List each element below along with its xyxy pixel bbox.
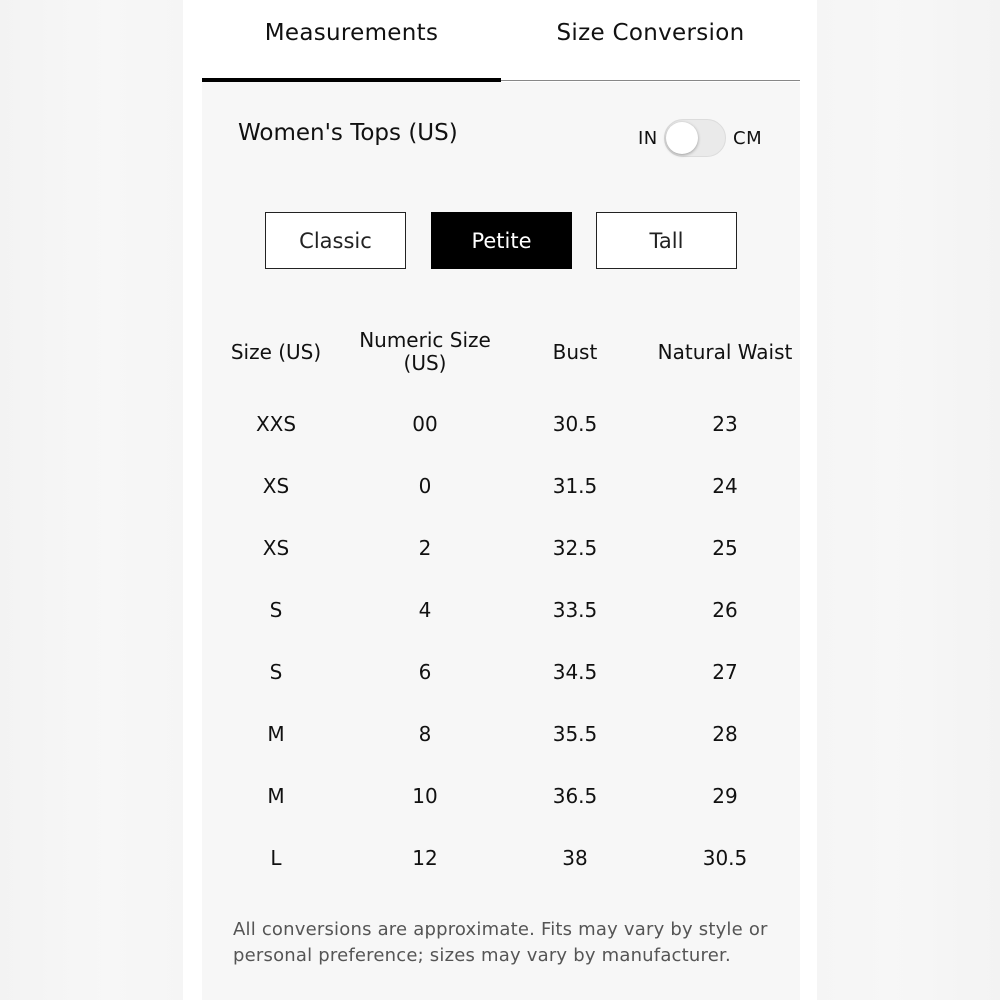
table-header — [202, 322, 800, 382]
disclaimer-text: All conversions are approximate. Fits may vary by style or personal preference; sizes may vary by manufacturer. — [233, 919, 768, 966]
cell-waist: 27 — [712, 660, 738, 684]
unit-in-label: IN — [638, 128, 658, 149]
cell-numeric: 8 — [418, 722, 432, 746]
cell-size: XS — [262, 536, 290, 560]
cell-numeric: 0 — [418, 474, 432, 498]
cell-numeric: 12 — [412, 846, 438, 870]
cell-size: S — [269, 660, 283, 684]
fit-selector — [265, 212, 737, 269]
table-row — [202, 517, 800, 579]
cell-bust: 30.5 — [552, 412, 598, 436]
table-row — [202, 641, 800, 703]
size-table — [202, 322, 800, 870]
cell-bust: 35.5 — [552, 722, 598, 746]
background-left — [0, 0, 183, 1000]
cell-size: XS — [262, 474, 290, 498]
tab-measurements-label: Measurements — [264, 20, 439, 46]
fit-classic-button[interactable]: Classic — [265, 212, 406, 269]
fit-petite-button[interactable]: Petite — [431, 212, 572, 269]
cell-bust: 32.5 — [552, 536, 598, 560]
header-natural-waist: Natural Waist — [657, 339, 793, 364]
cell-waist: 24 — [712, 474, 738, 498]
cell-numeric: 10 — [412, 784, 438, 808]
unit-switch[interactable] — [664, 119, 726, 157]
table-row — [202, 703, 800, 765]
cell-bust: 34.5 — [552, 660, 598, 684]
cell-waist: 30.5 — [702, 846, 748, 870]
cell-bust: 38 — [562, 846, 588, 870]
unit-toggle — [638, 118, 778, 158]
cell-waist: 23 — [712, 412, 738, 436]
cell-bust: 33.5 — [552, 598, 598, 622]
cell-numeric: 00 — [412, 412, 438, 436]
tab-bar — [202, 0, 800, 82]
cell-waist: 28 — [712, 722, 738, 746]
size-guide-content — [202, 82, 800, 1000]
cell-waist: 25 — [712, 536, 738, 560]
cell-waist: 26 — [712, 598, 738, 622]
header-bust: Bust — [552, 339, 598, 364]
size-chart-title: Women's Tops (US) — [238, 120, 458, 146]
cell-bust: 31.5 — [552, 474, 598, 498]
header-numeric-size: Numeric Size (US) — [359, 328, 491, 375]
cell-size: S — [269, 598, 283, 622]
table-body — [202, 393, 800, 889]
switch-knob — [666, 122, 698, 154]
tab-measurements[interactable] — [202, 0, 501, 82]
cell-size: XXS — [255, 412, 297, 436]
table-row — [202, 393, 800, 455]
tab-size-conversion[interactable] — [501, 0, 800, 82]
cell-size: M — [267, 784, 285, 808]
cell-waist: 29 — [712, 784, 738, 808]
fit-tall-button[interactable]: Tall — [596, 212, 737, 269]
table-row — [202, 455, 800, 517]
cell-size: L — [270, 846, 282, 870]
table-row — [202, 579, 800, 641]
table-row — [202, 765, 800, 827]
unit-cm-label: CM — [733, 128, 763, 149]
cell-numeric: 4 — [418, 598, 432, 622]
table-row — [202, 827, 800, 889]
cell-numeric: 2 — [418, 536, 432, 560]
header-size-us: Size (US) — [230, 339, 322, 364]
cell-bust: 36.5 — [552, 784, 598, 808]
tab-size-conversion-label: Size Conversion — [556, 20, 745, 46]
cell-numeric: 6 — [418, 660, 432, 684]
background-right — [817, 0, 1000, 1000]
cell-size: M — [267, 722, 285, 746]
